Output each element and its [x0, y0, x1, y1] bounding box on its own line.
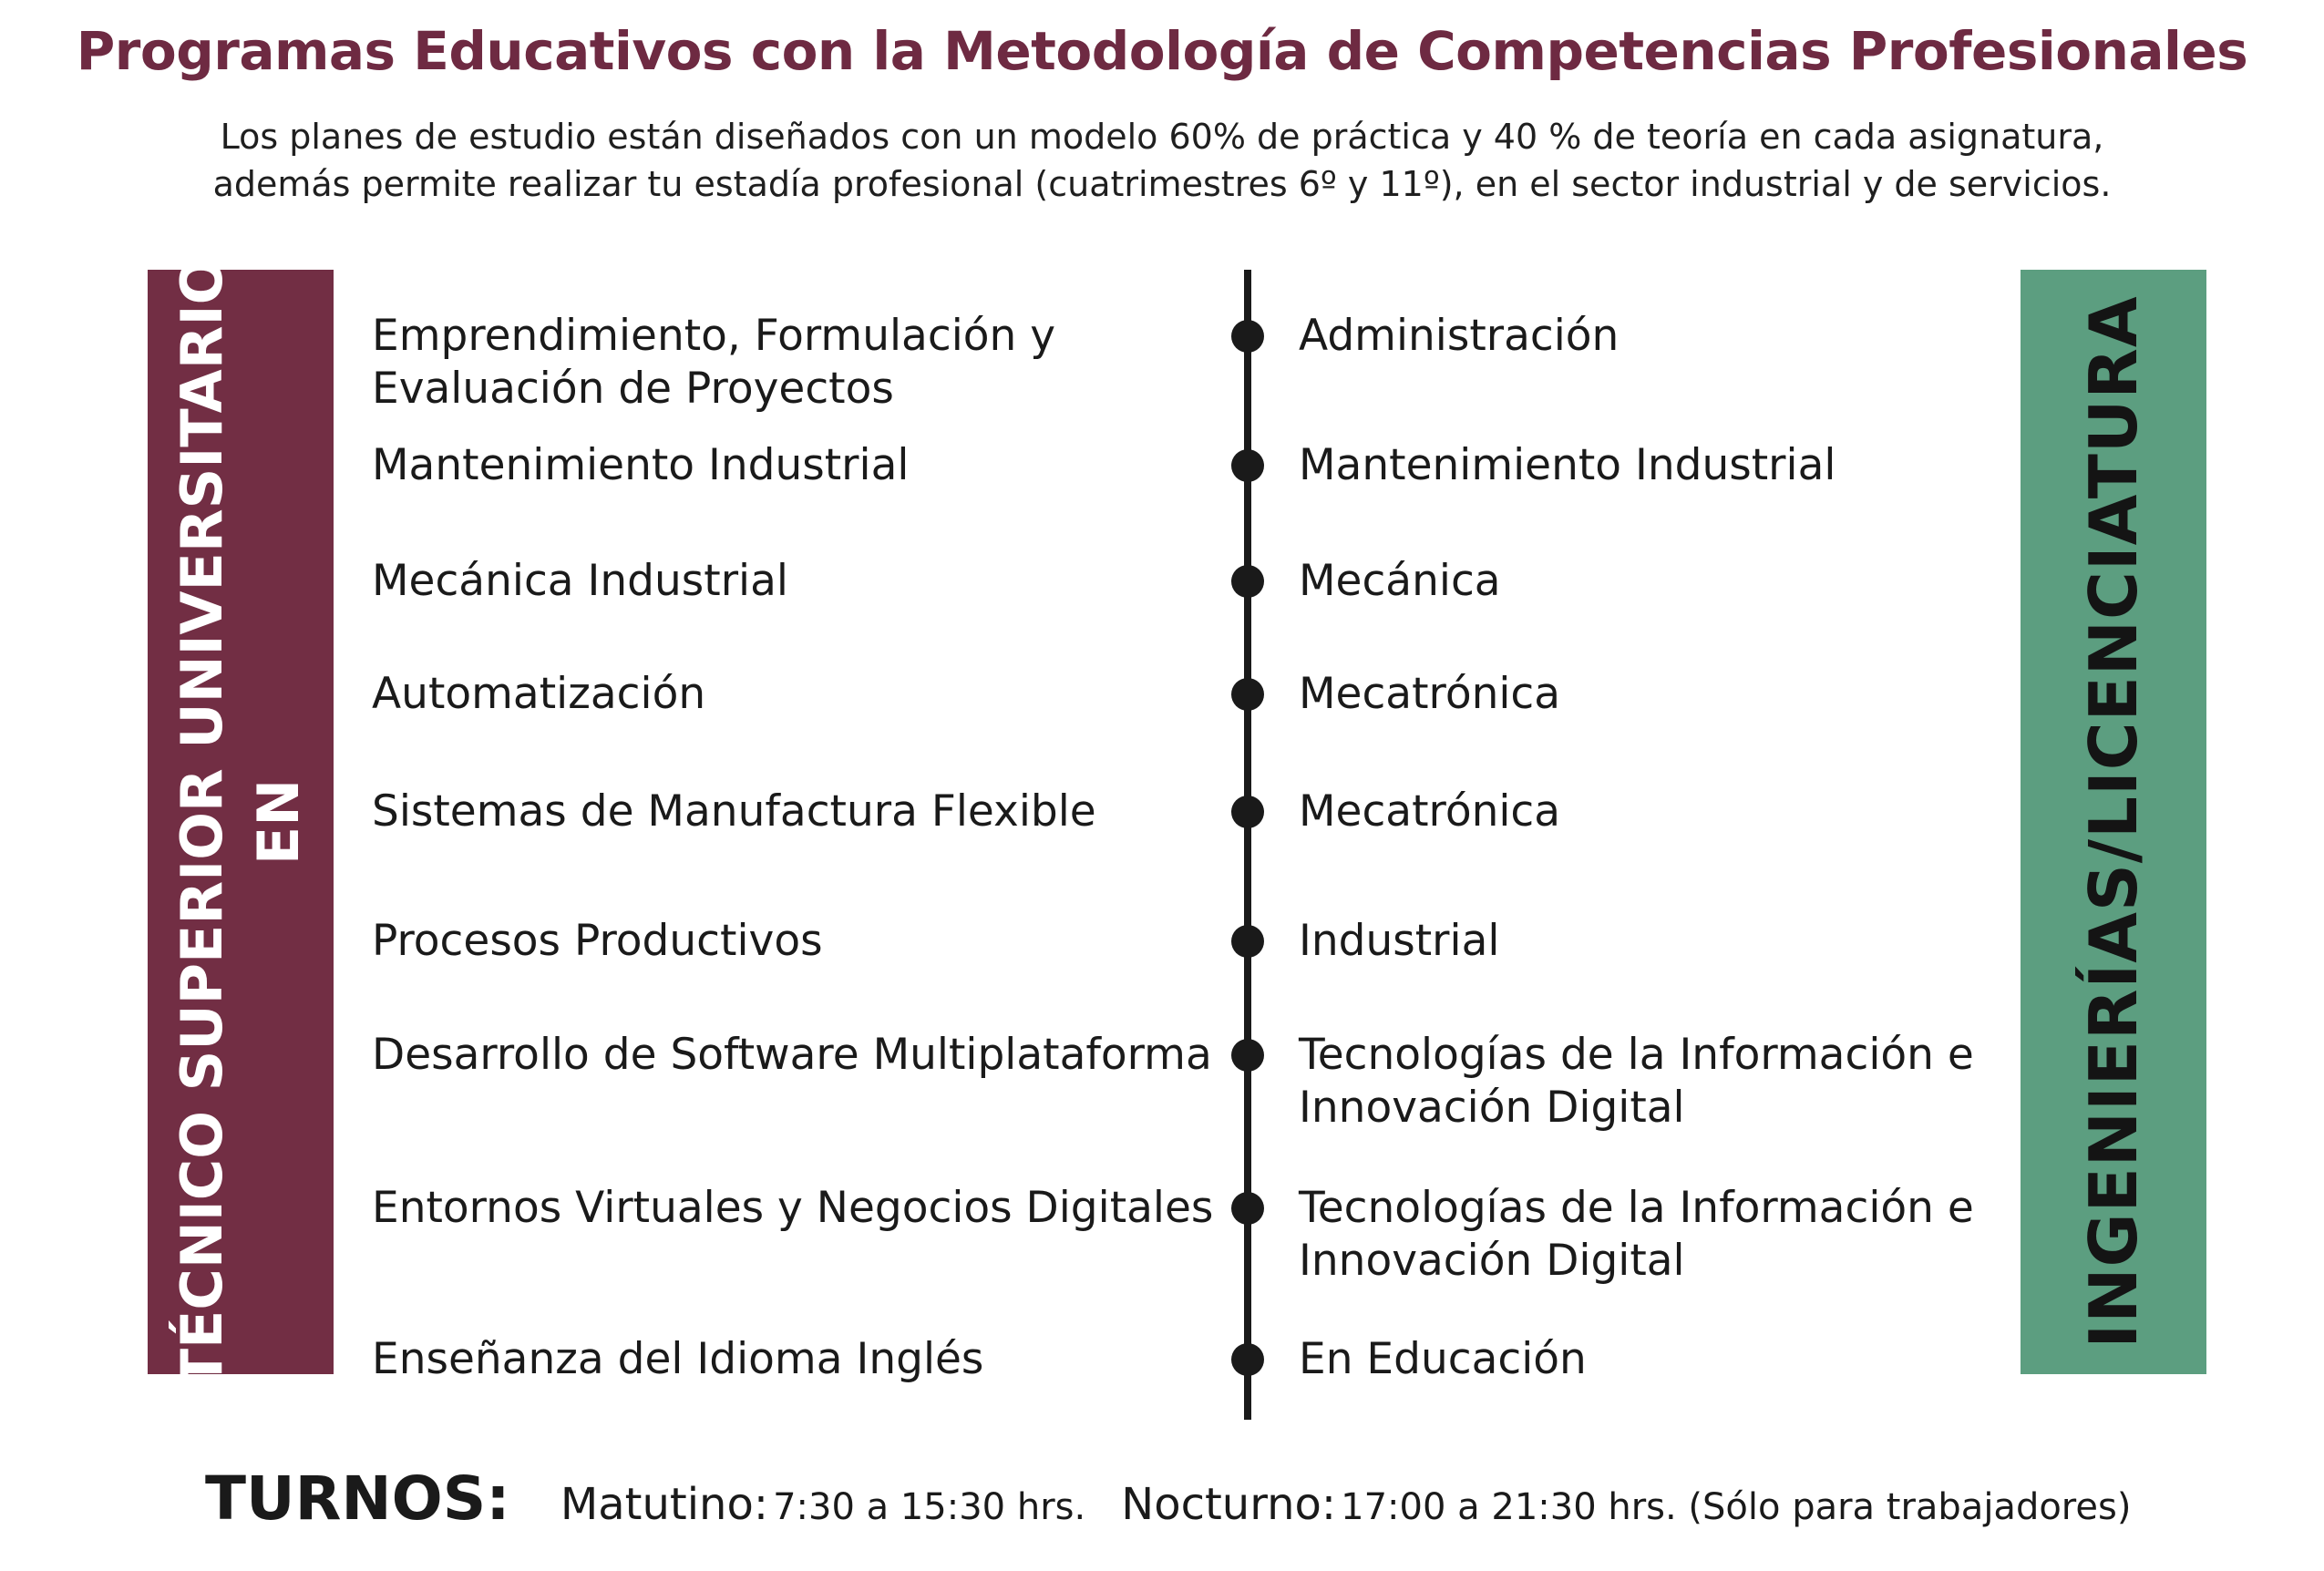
nocturno-value: 17:00 a 21:30 hrs. (Sólo para trabajadores): [1341, 1486, 2132, 1528]
tsu-program: Desarrollo de Software Multiplataforma: [372, 1030, 1212, 1080]
matutino-value: 7:30 a 15:30 hrs.: [773, 1486, 1086, 1528]
turnos-heading: TURNOS:: [205, 1463, 510, 1534]
timeline-dot: [1231, 678, 1264, 711]
tsu-band-line-1: TÉCNICO SUPERIOR UNIVERSITARIO: [169, 256, 235, 1388]
tsu-program: Sistemas de Manufactura Flexible: [372, 786, 1096, 837]
ingenieria-band: [2021, 270, 2206, 1374]
timeline-dot: [1231, 565, 1264, 598]
ingenieria-band-label: INGENIERÍAS/LICENCIATURA: [2075, 295, 2152, 1349]
timeline-dot: [1231, 925, 1264, 958]
tsu-program: Mantenimiento Industrial: [372, 440, 910, 490]
tsu-band-label: [164, 257, 317, 1388]
timeline-dot: [1231, 1039, 1264, 1072]
tsu-program: Mecánica Industrial: [372, 556, 788, 606]
ing-program: Industrial: [1299, 916, 1500, 966]
ing-program: Administración: [1299, 311, 1620, 361]
ing-program: Mecánica: [1299, 556, 1501, 606]
tsu-program: Automatización: [372, 669, 706, 719]
tsu-band-line-2: EN: [245, 778, 312, 866]
tsu-band: [148, 256, 334, 1388]
subtitle-line-1: Los planes de estudio están diseñados con un modelo 60% de práctica y 40 % de teoría en cada asignatura,: [220, 117, 2104, 157]
tsu-program: Enseñanza del Idioma Inglés: [372, 1334, 984, 1384]
subtitle-line-2: además permite realizar tu estadía profesional (cuatrimestres 6º y 11º), en el sector industrial y de servicios.: [212, 164, 2112, 204]
nocturno-label: Nocturno:: [1121, 1479, 1337, 1530]
timeline-dot: [1231, 1192, 1264, 1225]
ing-program: Mecatrónica: [1299, 786, 1561, 837]
timeline-dot: [1231, 449, 1264, 482]
page-title: Programas Educativos con la Metodología de Competencias Profesionales: [76, 20, 2248, 82]
ing-program: Tecnologías de la Información e Innovación Digital: [1299, 1183, 1974, 1286]
timeline-dot: [1231, 320, 1264, 353]
ing-program: Tecnologías de la Información e Innovación Digital: [1299, 1030, 1974, 1133]
timeline-dot: [1231, 1343, 1264, 1376]
matutino-label: Matutino:: [560, 1479, 768, 1530]
tsu-program: Emprendimiento, Formulación y Evaluación de Proyectos: [372, 311, 1056, 414]
timeline-dot: [1231, 796, 1264, 828]
timeline-line: [1244, 270, 1251, 1420]
turnos-footer: [205, 1463, 2162, 1534]
ing-program: Mantenimiento Industrial: [1299, 440, 1836, 490]
ing-program: Mecatrónica: [1299, 669, 1561, 719]
tsu-program: Entornos Virtuales y Negocios Digitales: [372, 1183, 1214, 1233]
tsu-program: Procesos Productivos: [372, 916, 823, 966]
ing-program: En Educación: [1299, 1334, 1587, 1384]
